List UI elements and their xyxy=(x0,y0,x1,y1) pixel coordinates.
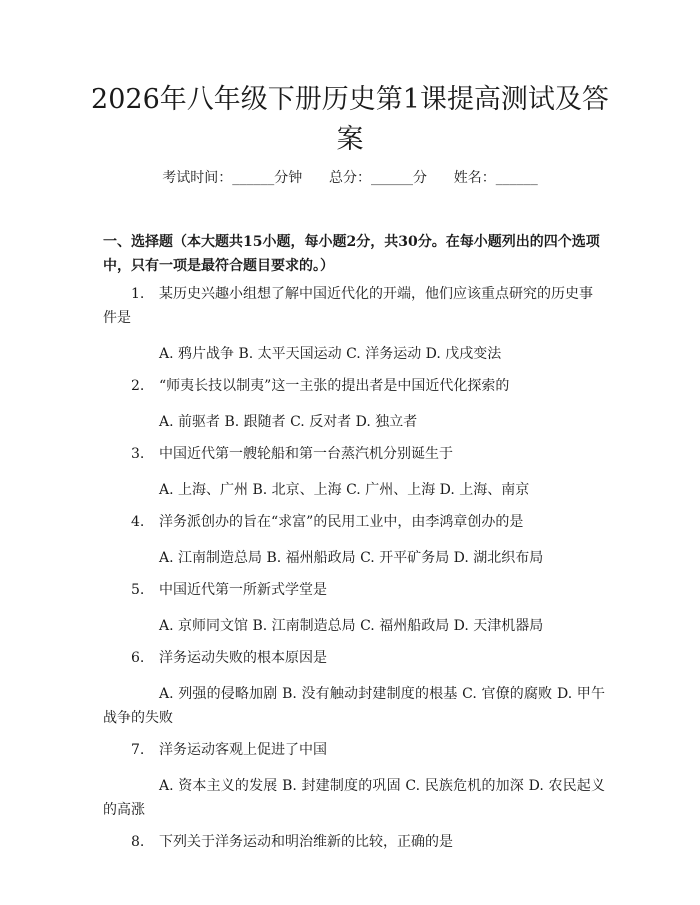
question-stem xyxy=(103,646,605,670)
question-options: A. 鸦片战争 B. 太平天国运动 C. 洋务运动 D. 戊戌变法 xyxy=(159,346,502,362)
question-number: 6. xyxy=(131,650,145,666)
question-text: “师夷长技以制夷”这一主张的提出者是中国近代化探索的 xyxy=(159,378,510,394)
question-number: 8. xyxy=(131,834,145,850)
question-item xyxy=(103,374,605,442)
question-stem xyxy=(103,830,605,854)
question-options: A. 前驱者 B. 跟随者 C. 反对者 D. 独立者 xyxy=(159,414,418,430)
question-text: 洋务运动失败的根本原因是 xyxy=(159,650,327,666)
question-options: A. 列强的侵略加剧 B. 没有触动封建制度的根基 C. 官僚的腐败 D. 甲午战争的失败 xyxy=(103,686,605,726)
question-stem xyxy=(103,510,605,534)
question-options: A. 上海、广州 B. 北京、上海 C. 广州、上海 D. 上海、南京 xyxy=(159,482,530,498)
question-text: 中国近代第一所新式学堂是 xyxy=(159,582,327,598)
question-number: 7. xyxy=(131,742,145,758)
question-stem xyxy=(103,374,605,398)
question-item xyxy=(103,282,605,374)
question-text: 某历史兴趣小组想了解中国近代化的开端，他们应该重点研究的历史事件是 xyxy=(103,286,593,326)
question-item xyxy=(103,442,605,510)
question-options: A. 资本主义的发展 B. 封建制度的巩固 C. 民族危机的加深 D. 农民起义的高涨 xyxy=(103,778,605,818)
question-stem xyxy=(103,442,605,466)
question-list xyxy=(103,282,605,854)
question-text: 下列关于洋务运动和明治维新的比较，正确的是 xyxy=(159,834,453,850)
question-item xyxy=(103,646,605,738)
section-heading: 一、选择题（本大题共15小题，每小题2分，共30分。在每小题列出的四个选项中，只有一项是最符合题目要求的。） xyxy=(103,234,600,274)
question-options: A. 京师同文馆 B. 江南制造总局 C. 福州船政局 D. 天津机器局 xyxy=(159,618,544,634)
question-number: 2. xyxy=(131,378,145,394)
question-number: 3. xyxy=(131,446,145,462)
question-number: 1. xyxy=(131,286,145,302)
question-stem xyxy=(103,738,605,762)
question-item xyxy=(103,510,605,578)
question-item xyxy=(103,578,605,646)
question-options: A. 江南制造总局 B. 福州船政局 C. 开平矿务局 D. 湖北织布局 xyxy=(159,550,544,566)
question-item xyxy=(103,738,605,830)
exam-info-line: 考试时间：______分钟 总分：______分 姓名：______ xyxy=(162,170,538,186)
question-number: 5. xyxy=(131,582,145,598)
question-text: 中国近代第一艘轮船和第一台蒸汽机分别诞生于 xyxy=(159,446,453,462)
question-text: 洋务派创办的旨在“求富”的民用工业中，由李鸿章创办的是 xyxy=(159,514,524,530)
question-item xyxy=(103,830,605,854)
question-stem xyxy=(103,282,605,330)
document-title: 2026年八年级下册历史第1课提高测试及答案 xyxy=(91,84,609,155)
question-stem xyxy=(103,578,605,602)
question-text: 洋务运动客观上促进了中国 xyxy=(159,742,327,758)
question-number: 4. xyxy=(131,514,145,530)
